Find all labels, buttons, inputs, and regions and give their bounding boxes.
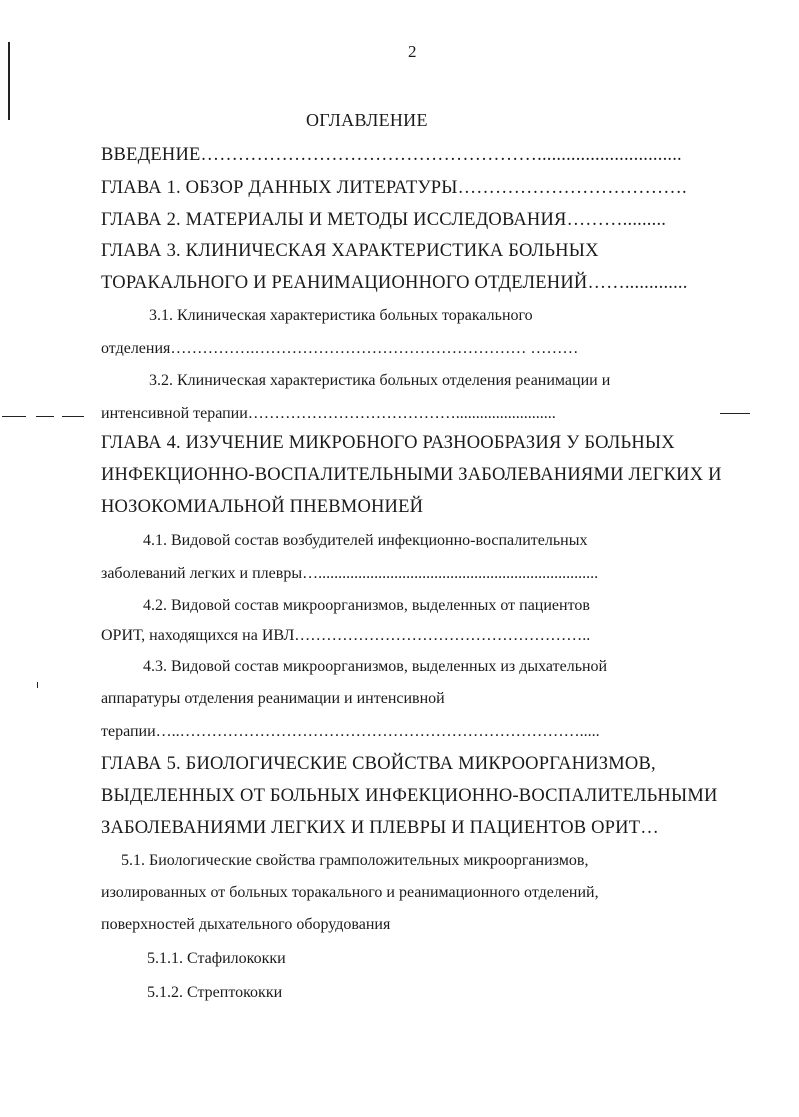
toc-entry-5-1-1: 5.1.1. Стафилококки <box>147 950 286 967</box>
toc-entry-4-3-cont-2: терапии…..…………………………………………………………………..... <box>101 723 600 740</box>
toc-entry-5-1: 5.1. Биологические свойства грамположительных микроорганизмов, <box>121 852 589 869</box>
toc-entry-5-1-cont-2: поверхностей дыхательного оборудования <box>101 916 391 933</box>
page-number: 2 <box>408 42 417 61</box>
toc-entry-chapter-4: ГЛАВА 4. ИЗУЧЕНИЕ МИКРОБНОГО РАЗНООБРАЗИЯ У БОЛЬНЫХ <box>101 433 675 453</box>
toc-entry-3-2-cont: интенсивной терапии…………………………………......................... <box>101 405 556 422</box>
toc-entry-chapter-1: ГЛАВА 1. ОБЗОР ДАННЫХ ЛИТЕРАТУРЫ………………………………. <box>101 178 687 198</box>
toc-entry-chapter-4-cont-1: ИНФЕКЦИОННО-ВОСПАЛИТЕЛЬНЫМИ ЗАБОЛЕВАНИЯМИ ЛЕГКИХ И <box>101 465 722 485</box>
toc-entry-introduction: ВВЕДЕНИЕ……………………………………………….............................. <box>101 145 682 165</box>
toc-entry-chapter-3-cont: ТОРАКАЛЬНОГО И РЕАНИМАЦИОННОГО ОТДЕЛЕНИЙ……............. <box>101 273 688 293</box>
toc-entry-4-3-cont-1: аппаратуры отделения реанимации и интенсивной <box>101 690 445 707</box>
scan-tick <box>37 682 38 688</box>
toc-entry-chapter-5-cont-2: ЗАБОЛЕВАНИЯМИ ЛЕГКИХ И ПЛЕВРЫ И ПАЦИЕНТОВ ОРИТ… <box>101 818 659 838</box>
toc-entry-5-1-2: 5.1.2. Стрептококки <box>147 984 283 1001</box>
scan-margin-mark <box>8 42 10 120</box>
toc-entry-chapter-2: ГЛАВА 2. МАТЕРИАЛЫ И МЕТОДЫ ИССЛЕДОВАНИЯ………......... <box>101 210 667 230</box>
toc-entry-5-1-cont-1: изолированных от больных торакального и реанимационного отделений, <box>101 884 599 901</box>
scan-dash-left <box>2 416 26 417</box>
toc-entry-chapter-3: ГЛАВА 3. КЛИНИЧЕСКАЯ ХАРАКТЕРИСТИКА БОЛЬНЫХ <box>101 241 599 261</box>
toc-entry-4-1-cont: заболеваний легких и плевры…...................................................................... <box>101 565 599 582</box>
toc-entry-4-3: 4.3. Видовой состав микроорганизмов, выделенных из дыхательной <box>143 658 608 675</box>
toc-entry-3-2: 3.2. Клиническая характеристика больных отделения реанимации и <box>149 372 611 389</box>
toc-entry-chapter-4-cont-2: НОЗОКОМИАЛЬНОЙ ПНЕВМОНИЕЙ <box>101 497 424 517</box>
toc-entry-4-2-cont: ОРИТ, находящихся на ИВЛ……………………………………………….. <box>101 627 591 644</box>
toc-entry-chapter-5-cont-1: ВЫДЕЛЕННЫХ ОТ БОЛЬНЫХ ИНФЕКЦИОННО-ВОСПАЛИТЕЛЬНЫМИ <box>101 786 718 806</box>
toc-entry-3-1: 3.1. Клиническая характеристика больных торакального <box>149 307 533 324</box>
toc-entry-4-2: 4.2. Видовой состав микроорганизмов, выделенных от пациентов <box>143 597 590 614</box>
toc-entry-3-1-cont: отделения…………….…………………………………………… ……… <box>101 340 579 357</box>
scan-dash-left-2 <box>36 416 54 417</box>
scan-dash-right <box>720 413 750 414</box>
toc-entry-4-1: 4.1. Видовой состав возбудителей инфекционно-воспалительных <box>143 532 588 549</box>
scan-dash-left-3 <box>62 416 84 417</box>
toc-title: ОГЛАВЛЕНИЕ <box>306 110 428 130</box>
toc-entry-chapter-5: ГЛАВА 5. БИОЛОГИЧЕСКИЕ СВОЙСТВА МИКРООРГАНИЗМОВ, <box>101 754 656 774</box>
